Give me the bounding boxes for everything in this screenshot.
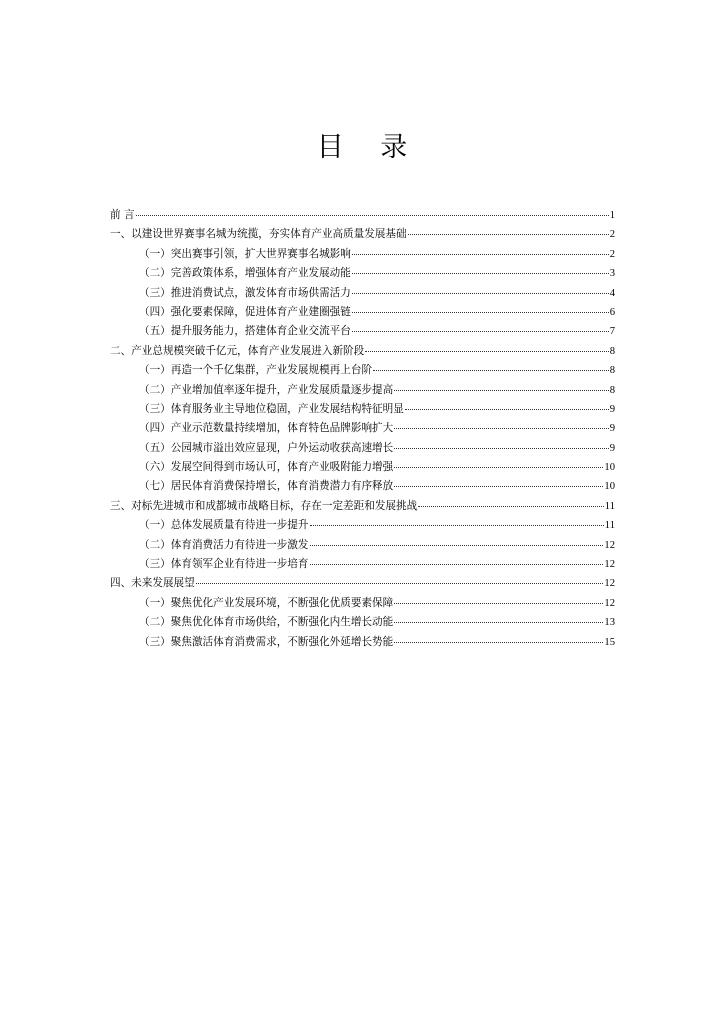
dot-leader	[352, 244, 609, 255]
toc-entry-label: （六）发展空间得到市场认可，体育产业吸附能力增强	[139, 461, 394, 474]
toc-entry-label: （二）完善政策体系，增强体育产业发展动能	[139, 267, 351, 280]
toc-entry[interactable]	[110, 225, 615, 244]
toc-title: 目 录	[316, 132, 422, 163]
toc-entry-label: 三、对标先进城市和成都城市战略目标，存在一定差距和发展挑战	[110, 499, 418, 512]
toc-entry-page-number: 8	[609, 365, 615, 377]
toc-entry[interactable]	[110, 613, 615, 632]
dot-leader	[394, 593, 603, 604]
toc-entry-page-number: 2	[609, 248, 615, 260]
toc-entry-label: 前 言	[110, 209, 135, 221]
dot-leader	[394, 457, 603, 468]
toc-entry-page-number: 11	[604, 520, 615, 532]
dot-leader	[310, 554, 604, 565]
toc-entry-label: （二）产业增加值率逐年提升，产业发展质量逐步提高	[139, 383, 394, 396]
dot-leader	[352, 321, 609, 332]
dot-leader	[373, 360, 609, 371]
toc-entry[interactable]	[110, 477, 615, 496]
dot-leader	[394, 632, 603, 643]
toc-entry-label: 一、以建设世界赛事名城为统揽，夯实体育产业高质量发展基础	[110, 228, 407, 241]
dot-leader	[352, 302, 609, 313]
dot-leader	[394, 380, 608, 391]
dot-leader	[394, 476, 603, 487]
dot-leader	[196, 573, 604, 584]
toc-entry-label: （三）聚焦激活体育消费需求，不断强化外延增长势能	[139, 635, 394, 648]
dot-leader	[405, 399, 609, 410]
toc-entry-label: （四）强化要素保障，促进体育产业建圈强链	[139, 305, 351, 318]
dot-leader	[394, 438, 608, 449]
toc-entry-page-number: 1	[609, 210, 615, 221]
dot-leader	[310, 535, 604, 546]
toc-entry-label: （三）体育领军企业有待进一步培育	[139, 558, 309, 571]
toc-entry[interactable]	[110, 497, 615, 516]
table-of-contents	[110, 206, 615, 652]
dot-leader	[394, 612, 603, 623]
toc-entry[interactable]	[110, 342, 615, 361]
dot-leader	[352, 263, 609, 274]
toc-entry-label: 四、未来发展展望	[110, 577, 195, 590]
toc-entry-label: （五）公园城市溢出效应显现，户外运动收获高速增长	[139, 441, 394, 454]
toc-entry[interactable]	[110, 303, 615, 322]
toc-entry-label: （四）产业示范数量持续增加，体育特色品牌影响扩大	[139, 422, 394, 435]
toc-entry-label: （二）体育消费活力有待进一步激发	[139, 538, 309, 551]
toc-entry[interactable]	[110, 458, 615, 477]
toc-entry-page-number: 12	[604, 539, 615, 551]
toc-entry-label: （七）居民体育消费保持增长，体育消费潜力有序释放	[139, 480, 394, 493]
toc-entry-label: （三）推进消费试点，激发体育市场供需活力	[139, 286, 351, 299]
toc-entry-page-number: 12	[604, 597, 615, 609]
toc-entry[interactable]	[110, 284, 615, 303]
toc-entry-page-number: 8	[609, 345, 615, 357]
toc-entry-page-number: 10	[604, 462, 615, 474]
toc-entry-label: （一）再造一个千亿集群，产业发展规模再上台阶	[139, 364, 373, 377]
toc-entry[interactable]	[110, 439, 615, 458]
toc-entry-page-number: 3	[609, 268, 615, 280]
toc-entry[interactable]	[110, 361, 615, 380]
dot-leader	[136, 205, 609, 216]
toc-entry[interactable]	[110, 574, 615, 593]
toc-entry[interactable]	[110, 536, 615, 555]
dot-leader	[365, 341, 608, 352]
toc-entry-page-number: 15	[604, 636, 615, 648]
dot-leader	[418, 496, 604, 507]
toc-entry-page-number: 10	[604, 481, 615, 493]
toc-entry[interactable]	[110, 594, 615, 613]
toc-entry[interactable]	[110, 400, 615, 419]
toc-entry-page-number: 9	[609, 423, 615, 435]
toc-entry[interactable]	[110, 516, 615, 535]
dot-leader	[352, 283, 609, 294]
toc-entry-page-number: 2	[609, 229, 615, 241]
toc-entry-page-number: 7	[609, 326, 615, 338]
toc-entry-page-number: 4	[609, 287, 615, 299]
toc-entry-page-number: 12	[604, 578, 615, 590]
toc-entry-label: （三）体育服务业主导地位稳固，产业发展结构特征明显	[139, 402, 404, 415]
toc-entry[interactable]	[110, 206, 615, 225]
toc-entry-page-number: 9	[609, 442, 615, 454]
toc-entry-label: （一）突出赛事引领，扩大世界赛事名城影响	[139, 247, 351, 260]
toc-entry[interactable]	[110, 633, 615, 652]
dot-leader	[394, 418, 608, 429]
dot-leader	[310, 515, 604, 526]
toc-entry[interactable]	[110, 245, 615, 264]
toc-entry[interactable]	[110, 381, 615, 400]
toc-entry[interactable]	[110, 264, 615, 283]
toc-entry-page-number: 11	[604, 500, 615, 512]
toc-entry-page-number: 13	[604, 617, 615, 629]
toc-entry-page-number: 6	[609, 306, 615, 318]
toc-entry-label: （一）聚焦优化产业发展环境，不断强化优质要素保障	[139, 596, 394, 609]
toc-entry-page-number: 12	[604, 559, 615, 571]
toc-entry-label: 二、产业总规模突破千亿元，体育产业发展进入新阶段	[110, 344, 365, 357]
dot-leader	[408, 224, 609, 235]
toc-entry-label: （二）聚焦优化体育市场供给，不断强化内生增长动能	[139, 616, 394, 629]
toc-entry-label: （五）提升服务能力，搭建体育企业交流平台	[139, 325, 351, 338]
toc-entry[interactable]	[110, 555, 615, 574]
toc-entry[interactable]	[110, 419, 615, 438]
toc-entry-label: （一）总体发展质量有待进一步提升	[139, 519, 309, 532]
toc-entry[interactable]	[110, 322, 615, 341]
toc-entry-page-number: 9	[609, 403, 615, 415]
toc-entry-page-number: 8	[609, 384, 615, 396]
